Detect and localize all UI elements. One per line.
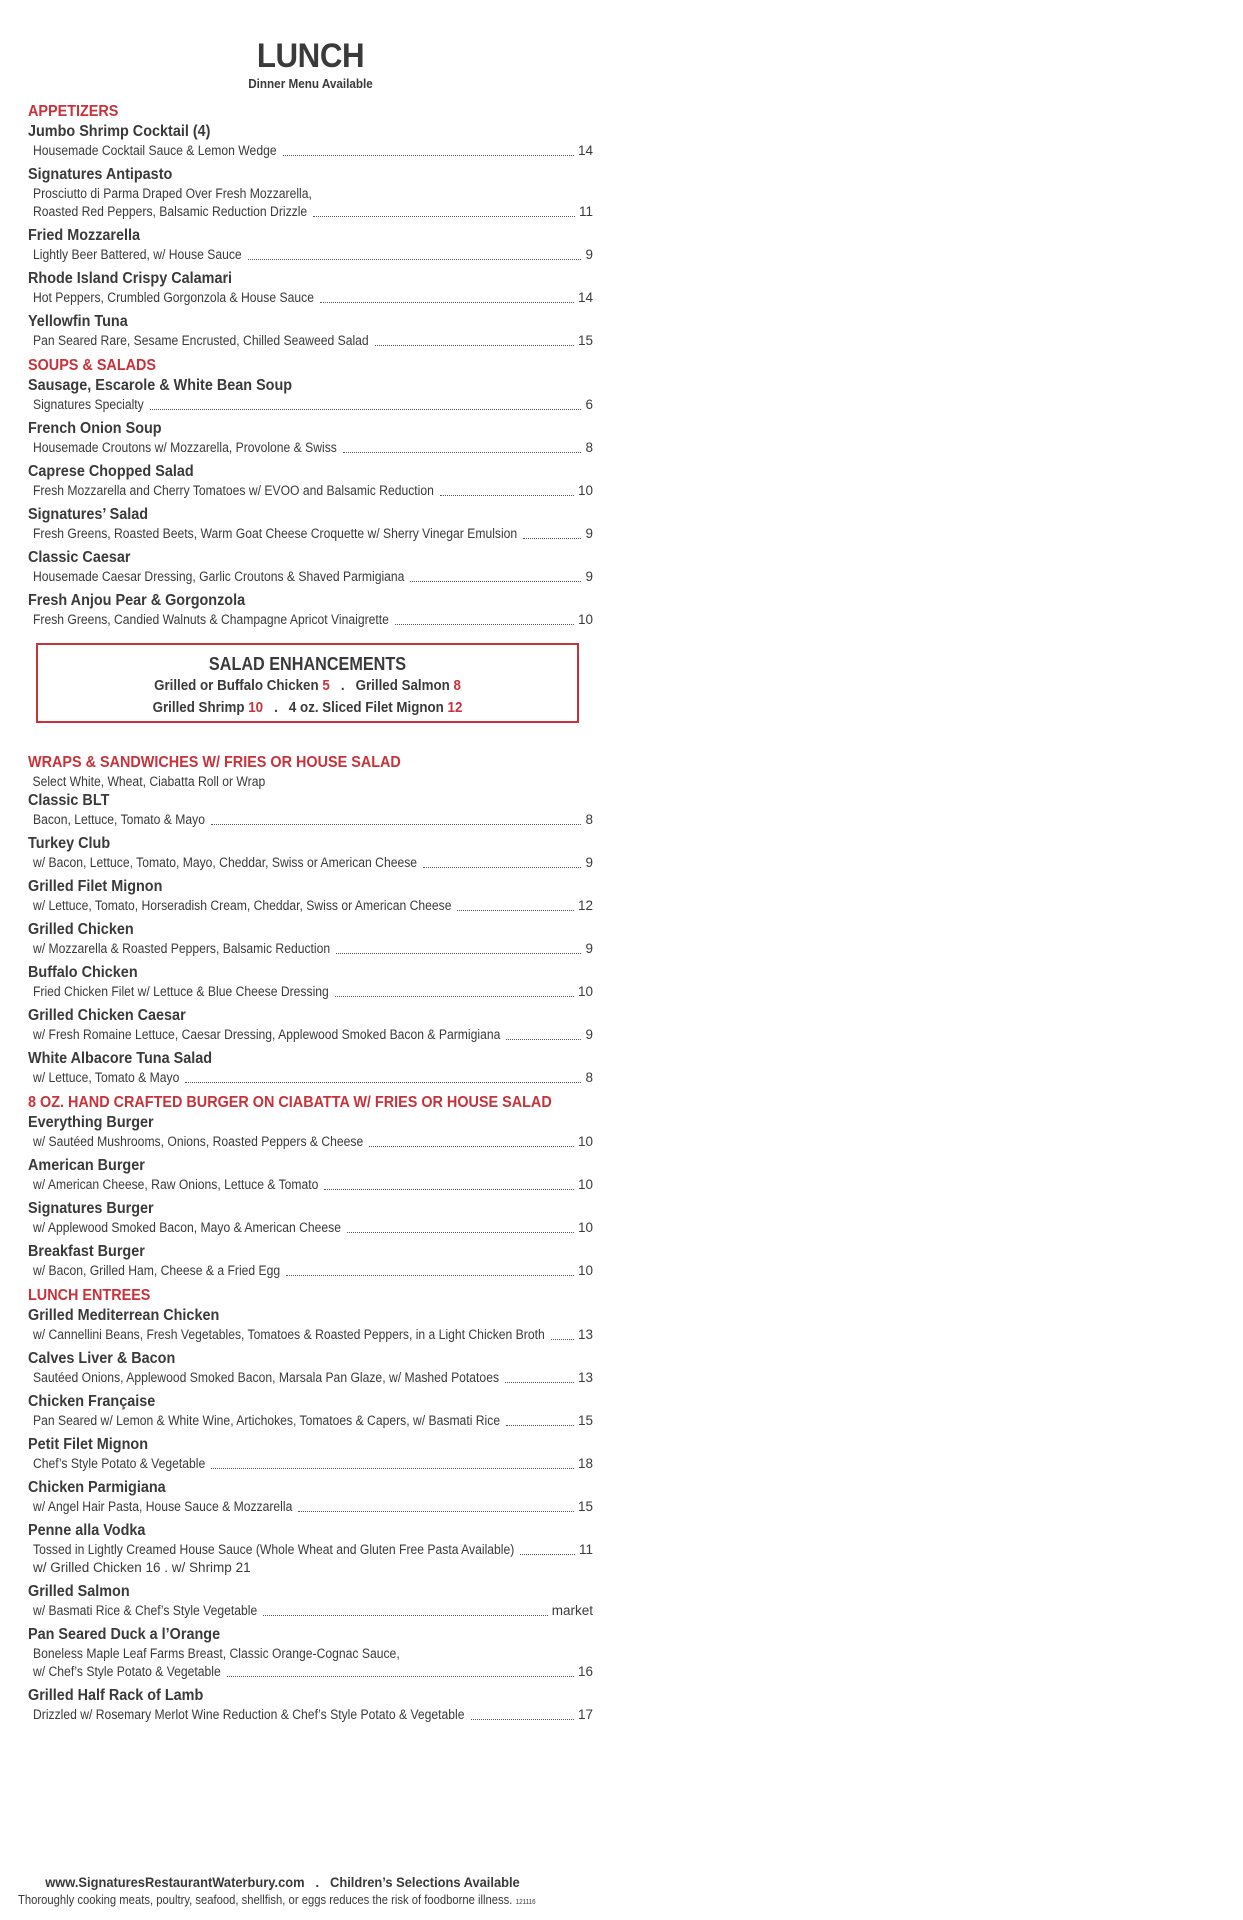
item-description: w/ Applewood Smoked Bacon, Mayo & American Cheese [33, 1220, 341, 1235]
menu-item [28, 920, 593, 958]
item-description-row [28, 854, 593, 872]
item-description-row [28, 1498, 593, 1516]
enhancements-title: SALAD ENHANCEMENTS [208, 654, 407, 674]
item-name: Grilled Chicken Caesar [28, 1007, 186, 1024]
separator-dot: . [274, 700, 278, 716]
dot-leader [523, 538, 581, 539]
separator-dot: . [315, 1874, 320, 1890]
item-description: w/ Lettuce, Tomato, Horseradish Cream, Cheddar, Swiss or American Cheese [33, 898, 452, 913]
menu-item [28, 269, 593, 307]
item-description: Housemade Caesar Dressing, Garlic Croutons & Shaved Parmigiana [33, 569, 405, 584]
item-description-row [28, 1262, 593, 1280]
salad-enhancements-box [36, 643, 579, 723]
item-name: Grilled Salmon [28, 1583, 130, 1600]
item-name: Signatures Burger [28, 1200, 154, 1217]
item-description-row [28, 142, 593, 160]
dot-leader [227, 1676, 574, 1677]
enhancement-price: 10 [248, 700, 264, 716]
warning-text: Thoroughly cooking meats, poultry, seafood, shellfish, or eggs reduces the risk of foodborne illness. [18, 1893, 513, 1907]
item-description-row [28, 1412, 593, 1430]
dot-leader [506, 1425, 574, 1426]
dot-leader [320, 302, 574, 303]
item-description-row [28, 1219, 593, 1237]
menu-item [28, 1392, 593, 1430]
menu-item [28, 312, 593, 350]
menu-item [28, 1049, 593, 1087]
item-description-row [28, 940, 593, 958]
menu-item [28, 591, 593, 629]
item-price: 12 [577, 898, 593, 913]
item-description: Signatures Specialty [33, 397, 144, 412]
item-description: Lightly Beer Battered, w/ House Sauce [33, 247, 242, 262]
item-description: Housemade Croutons w/ Mozzarella, Provolone & Swiss [33, 440, 337, 455]
enhancement-price: 5 [322, 678, 330, 694]
menu-item [28, 1582, 593, 1620]
dot-leader [423, 867, 581, 868]
item-price: market [551, 1603, 593, 1618]
dot-leader [551, 1339, 574, 1340]
item-description: Fried Chicken Filet w/ Lettuce & Blue Cheese Dressing [33, 984, 329, 999]
dot-leader [520, 1554, 575, 1555]
item-price: 9 [585, 247, 593, 262]
item-description: Housemade Cocktail Sauce & Lemon Wedge [33, 143, 277, 158]
enhancement-price: 8 [453, 678, 461, 694]
section-lunch-entrees [28, 1286, 593, 1724]
enhancement-label: Grilled Salmon [355, 678, 450, 694]
item-name: Grilled Half Rack of Lamb [28, 1687, 204, 1704]
menu-item [28, 834, 593, 872]
item-description-row [28, 185, 593, 203]
item-description-row [28, 1369, 593, 1387]
food-safety-warning [0, 1891, 536, 1912]
dot-leader [286, 1275, 574, 1276]
item-price: 9 [585, 526, 593, 541]
menu-item [28, 1478, 593, 1516]
item-description-row [28, 1455, 593, 1473]
dot-leader [211, 1468, 574, 1469]
item-price: 10 [577, 483, 593, 498]
item-description: w/ Fresh Romaine Lettuce, Caesar Dressing, Applewood Smoked Bacon & Parmigiana [33, 1027, 501, 1042]
dot-leader [263, 1615, 548, 1616]
item-price: 9 [585, 1027, 593, 1042]
item-name: Grilled Filet Mignon [28, 878, 163, 895]
section-note: Select White, Wheat, Ciabatta Roll or Wrap [32, 774, 266, 789]
item-description-row [28, 246, 593, 264]
item-price: 8 [585, 1070, 593, 1085]
lunch-menu [28, 36, 593, 1729]
item-price: 10 [577, 612, 593, 627]
enhancements-row [60, 697, 556, 719]
dot-leader [313, 216, 575, 217]
item-price: 11 [578, 1542, 593, 1557]
dot-leader [395, 624, 574, 625]
item-price: 14 [577, 143, 593, 158]
dot-leader [211, 824, 581, 825]
section-heading: SOUPS & SALADS [28, 357, 157, 374]
item-description: Tossed in Lightly Creamed House Sauce (Whole Wheat and Gluten Free Pasta Available) [33, 1542, 515, 1557]
item-description: Pan Seared Rare, Sesame Encrusted, Chilled Seaweed Salad [33, 333, 369, 348]
item-description: Chef’s Style Potato & Vegetable [33, 1456, 206, 1471]
item-price: 18 [577, 1456, 593, 1471]
item-name: Turkey Club [28, 835, 111, 852]
menu-item [28, 877, 593, 915]
item-description-row [28, 897, 593, 915]
item-price: 10 [577, 1263, 593, 1278]
item-price: 15 [577, 333, 593, 348]
item-name: American Burger [28, 1157, 145, 1174]
item-name: Grilled Chicken [28, 921, 134, 938]
item-name: Chicken Parmigiana [28, 1479, 166, 1496]
item-price: 16 [577, 1664, 593, 1679]
menu-item [28, 1306, 593, 1344]
menu-item [28, 1435, 593, 1473]
item-description-row [28, 203, 593, 221]
item-description: Prosciutto di Parma Draped Over Fresh Mozzarella, [33, 186, 312, 201]
item-description-row [28, 525, 593, 543]
menu-footer [0, 1873, 565, 1912]
item-price: 8 [585, 440, 593, 455]
item-description-row [28, 439, 593, 457]
item-description: w/ Lettuce, Tomato & Mayo [33, 1070, 180, 1085]
enhancement-label: Grilled Shrimp [152, 700, 245, 716]
item-price: 14 [577, 290, 593, 305]
menu-item [28, 1242, 593, 1280]
item-name: Sausage, Escarole & White Bean Soup [28, 377, 293, 394]
item-name: Classic Caesar [28, 549, 131, 566]
item-description: w/ American Cheese, Raw Onions, Lettuce & Tomato [33, 1177, 319, 1192]
dot-leader [369, 1146, 574, 1147]
menu-item [28, 1625, 593, 1681]
menu-item [28, 419, 593, 457]
item-description-row [28, 1541, 593, 1559]
children-note: Children’s Selections Available [330, 1874, 520, 1890]
menu-item [28, 1199, 593, 1237]
item-description-row [28, 611, 593, 629]
menu-item [28, 1349, 593, 1387]
item-description-row [28, 1706, 593, 1724]
separator-dot: . [340, 678, 345, 694]
item-description: Fresh Greens, Candied Walnuts & Champagne Apricot Vinaigrette [33, 612, 389, 627]
enhancement-price: 12 [447, 700, 463, 716]
item-description-row [28, 1326, 593, 1344]
item-price: 13 [577, 1327, 593, 1342]
item-price: 9 [585, 855, 593, 870]
dot-leader [347, 1232, 574, 1233]
item-description: Fresh Mozzarella and Cherry Tomatoes w/ EVOO and Balsamic Reduction [33, 483, 434, 498]
item-price: 11 [578, 204, 593, 219]
item-description-row [28, 289, 593, 307]
menu-item [28, 1156, 593, 1194]
item-name: Yellowfin Tuna [28, 313, 128, 330]
menu-item [28, 226, 593, 264]
item-description-row [28, 811, 593, 829]
menu-item [28, 462, 593, 500]
item-name: Fresh Anjou Pear & Gorgonzola [28, 592, 246, 609]
item-name: Jumbo Shrimp Cocktail (4) [28, 123, 211, 140]
item-description-row [28, 568, 593, 586]
item-name: Signatures’ Salad [28, 506, 149, 523]
menu-item [28, 1113, 593, 1151]
item-description: Sautéed Onions, Applewood Smoked Bacon, Marsala Pan Glaze, w/ Mashed Potatoes [33, 1370, 500, 1385]
item-price: 10 [577, 1220, 593, 1235]
section-heading: APPETIZERS [28, 103, 119, 120]
item-name: Chicken Française [28, 1393, 156, 1410]
dot-leader [150, 409, 582, 410]
item-name: White Albacore Tuna Salad [28, 1050, 213, 1067]
footer-info [23, 1873, 543, 1891]
dot-leader [457, 910, 574, 911]
item-addon-options: w/ Grilled Chicken 16 . w/ Shrimp 21 [33, 1560, 251, 1575]
item-price: 10 [577, 984, 593, 999]
dot-leader [471, 1719, 574, 1720]
section-heading: WRAPS & SANDWICHES W/ FRIES OR HOUSE SALAD [28, 754, 401, 771]
section-wraps-sandwiches [28, 753, 593, 1087]
item-name: Everything Burger [28, 1114, 154, 1131]
item-description-row [28, 1663, 593, 1681]
item-description: Roasted Red Peppers, Balsamic Reduction Drizzle [33, 204, 308, 219]
item-description: Drizzled w/ Rosemary Merlot Wine Reduction & Chef’s Style Potato & Vegetable [33, 1707, 465, 1722]
item-name: Calves Liver & Bacon [28, 1350, 176, 1367]
item-description-row [28, 1026, 593, 1044]
dot-leader [375, 345, 574, 346]
menu-item [28, 791, 593, 829]
menu-item [28, 963, 593, 1001]
menu-item [28, 1686, 593, 1724]
item-name: Grilled Mediterrean Chicken [28, 1307, 220, 1324]
item-name: Fried Mozzarella [28, 227, 141, 244]
menu-item [28, 376, 593, 414]
dot-leader [248, 259, 582, 260]
menu-subtitle: Dinner Menu Available [248, 76, 373, 91]
section-burgers [28, 1093, 593, 1280]
item-description: Fresh Greens, Roasted Beets, Warm Goat Cheese Croquette w/ Sherry Vinegar Emulsion [33, 526, 518, 541]
section-appetizers [28, 102, 593, 350]
item-description-row [28, 1645, 593, 1663]
enhancements-row [60, 675, 556, 697]
item-name: Buffalo Chicken [28, 964, 138, 981]
item-name: Signatures Antipasto [28, 166, 173, 183]
menu-item [28, 505, 593, 543]
item-description: w/ Cannellini Beans, Fresh Vegetables, Tomatoes & Roasted Peppers, in a Light Chicken Broth [33, 1327, 545, 1342]
dot-leader [283, 155, 574, 156]
section-heading: 8 OZ. HAND CRAFTED BURGER ON CIABATTA W/ FRIES OR HOUSE SALAD [28, 1094, 552, 1111]
dot-leader [505, 1382, 574, 1383]
item-name: Caprese Chopped Salad [28, 463, 194, 480]
dot-leader [410, 581, 581, 582]
item-description: w/ Chef’s Style Potato & Vegetable [33, 1664, 221, 1679]
enhancement-label: 4 oz. Sliced Filet Mignon [288, 700, 444, 716]
item-description: Pan Seared w/ Lemon & White Wine, Artichokes, Tomatoes & Capers, w/ Basmati Rice [33, 1413, 501, 1428]
item-price: 10 [577, 1177, 593, 1192]
item-name: Penne alla Vodka [28, 1522, 146, 1539]
enhancement-label: Grilled or Buffalo Chicken [154, 678, 319, 694]
section-heading: LUNCH ENTREES [28, 1287, 151, 1304]
menu-item [28, 1006, 593, 1044]
section-soups-salads [28, 356, 593, 629]
item-description: Boneless Maple Leaf Farms Breast, Classic Orange-Cognac Sauce, [33, 1646, 400, 1661]
item-description: Hot Peppers, Crumbled Gorgonzola & House Sauce [33, 290, 314, 305]
item-description: w/ Mozzarella & Roasted Peppers, Balsamic Reduction [33, 941, 331, 956]
menu-item [28, 122, 593, 160]
item-description-row [28, 1133, 593, 1151]
item-price: 13 [577, 1370, 593, 1385]
item-description: w/ Angel Hair Pasta, House Sauce & Mozzarella [33, 1499, 293, 1514]
item-price: 15 [577, 1413, 593, 1428]
item-name: Petit Filet Mignon [28, 1436, 148, 1453]
item-description: w/ Sautéed Mushrooms, Onions, Roasted Peppers & Cheese [33, 1134, 364, 1149]
menu-title: LUNCH [256, 37, 365, 75]
item-description-row [28, 332, 593, 350]
item-name: Classic BLT [28, 792, 110, 809]
item-description-row [28, 1069, 593, 1087]
item-description-row [28, 396, 593, 414]
website-link[interactable]: www.SignaturesRestaurantWaterbury.com [45, 1874, 305, 1890]
item-price: 9 [585, 941, 593, 956]
item-description-row [28, 1602, 593, 1620]
item-name: Breakfast Burger [28, 1243, 145, 1260]
item-description-row [28, 482, 593, 500]
dot-leader [298, 1511, 574, 1512]
item-description-row [28, 1176, 593, 1194]
menu-item [28, 1521, 593, 1577]
menu-item [28, 165, 593, 221]
dot-leader [506, 1039, 581, 1040]
item-name: Rhode Island Crispy Calamari [28, 270, 233, 287]
item-name: Pan Seared Duck a l’Orange [28, 1626, 221, 1643]
item-description: w/ Basmati Rice & Chef’s Style Vegetable [33, 1603, 258, 1618]
dot-leader [335, 996, 574, 997]
dot-leader [324, 1189, 573, 1190]
item-name: French Onion Soup [28, 420, 162, 437]
dot-leader [336, 953, 581, 954]
item-price: 17 [577, 1707, 593, 1722]
item-description: w/ Bacon, Lettuce, Tomato, Mayo, Cheddar, Swiss or American Cheese [33, 855, 418, 870]
menu-code: 121116 [515, 1899, 536, 1906]
item-price: 10 [577, 1134, 593, 1149]
item-description: Bacon, Lettuce, Tomato & Mayo [33, 812, 205, 827]
dot-leader [440, 495, 574, 496]
item-price: 9 [585, 569, 593, 584]
item-description: w/ Bacon, Grilled Ham, Cheese & a Fried Egg [33, 1263, 281, 1278]
menu-item [28, 548, 593, 586]
item-price: 6 [585, 397, 593, 412]
item-price: 8 [585, 812, 593, 827]
item-price: 15 [577, 1499, 593, 1514]
dot-leader [185, 1082, 581, 1083]
item-description-row [28, 983, 593, 1001]
dot-leader [343, 452, 582, 453]
